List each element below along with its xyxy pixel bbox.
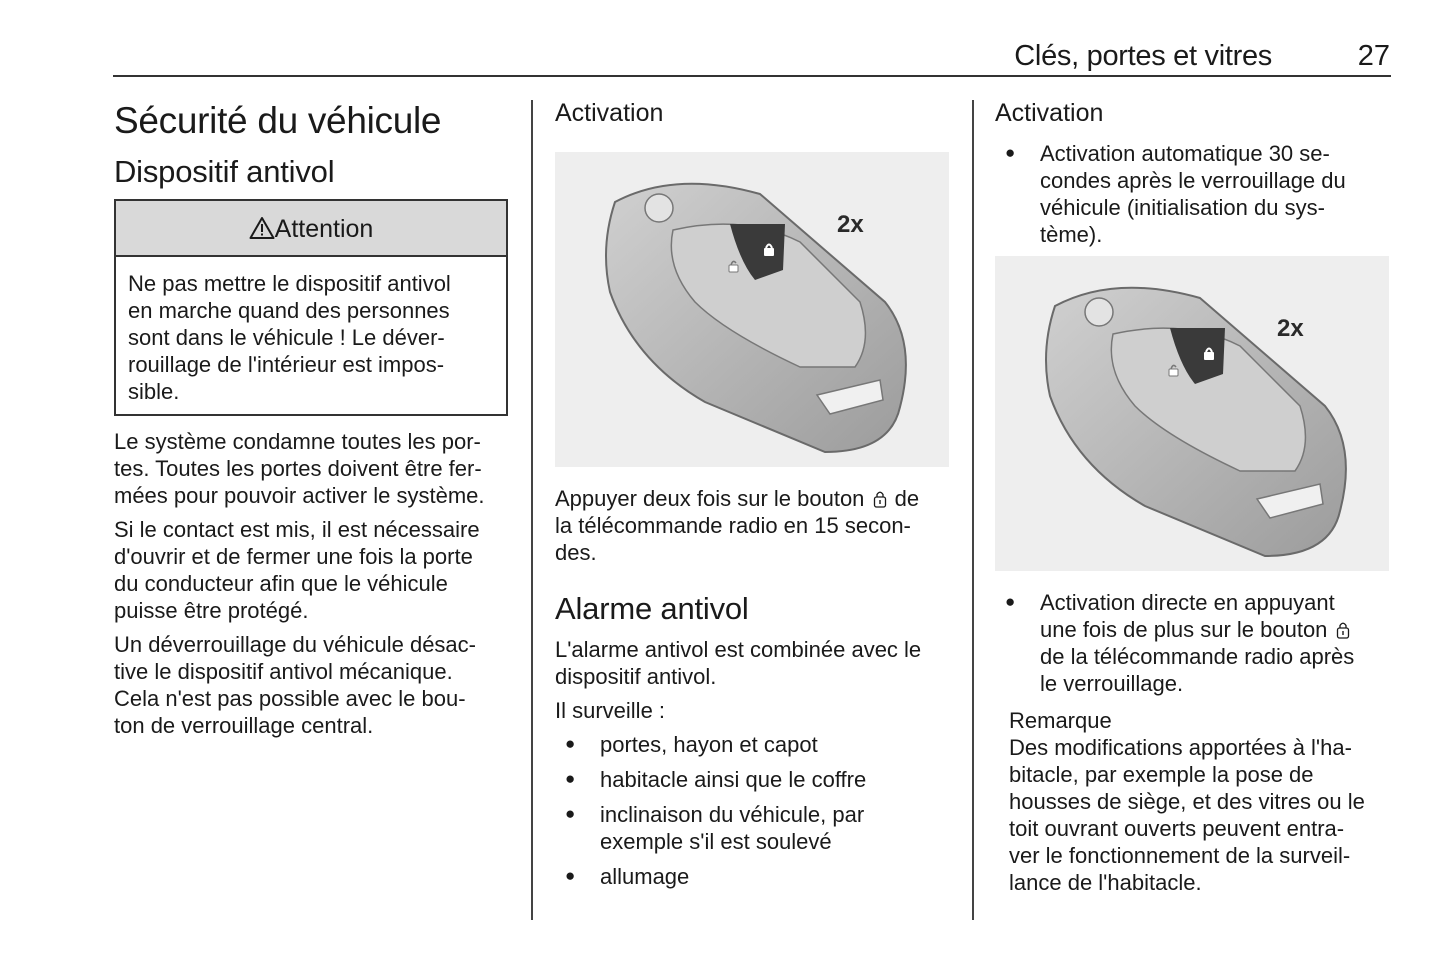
header-divider — [113, 75, 1391, 77]
para-line: Cela n'est pas possible avec le bou- — [114, 686, 466, 711]
activation-heading: Activation — [555, 99, 664, 127]
warning-line: rouillage de l'intérieur est impos- — [128, 352, 445, 377]
para-line: du conducteur afin que le véhicule — [114, 571, 448, 596]
para-line: puisse être protégé. — [114, 598, 309, 623]
warning-box — [114, 199, 508, 416]
remark-line: ver le fonctionnement de la surveil- — [1009, 843, 1351, 868]
activation-list-direct — [995, 589, 1391, 697]
list-item-text: une fois de plus sur le bouton — [1040, 617, 1328, 642]
para-line: dispositif antivol. — [555, 664, 717, 689]
warning-text — [116, 257, 506, 414]
page-number: 27 — [1357, 40, 1390, 72]
remark-line: Des modifications apportées à l'ha- — [1009, 735, 1352, 760]
caption-text: de — [894, 486, 920, 511]
list-item — [995, 589, 1391, 697]
key-fob-icon — [555, 152, 949, 467]
list-item-text: portes, hayon et capot — [600, 732, 818, 757]
list-item-text: habitacle ainsi que le coffre — [600, 767, 867, 792]
remark-text — [1009, 734, 1391, 896]
para-line: Le système condamne toutes les por- — [114, 429, 481, 454]
activation-list-auto — [995, 140, 1391, 248]
warning-line: en marche quand des personnes — [128, 298, 450, 323]
paragraph-system-locks — [114, 428, 510, 509]
list-item — [555, 801, 955, 855]
section-title: Sécurité du véhicule — [114, 100, 442, 141]
alarm-title: Alarme antivol — [555, 591, 749, 626]
list-item — [555, 863, 955, 890]
warning-line: Ne pas mettre le dispositif antivol — [128, 271, 451, 296]
lock-button-icon — [873, 490, 887, 508]
activation-heading-2: Activation — [995, 99, 1104, 127]
monitored-items-list — [555, 731, 955, 890]
list-item-text: véhicule (initialisation du sys- — [1040, 195, 1325, 220]
key-fob-icon — [995, 256, 1389, 571]
list-item-text: condes après le verrouillage du — [1040, 168, 1346, 193]
para-line: Si le contact est mis, il est nécessaire — [114, 517, 480, 542]
list-item-text: le verrouillage. — [1040, 671, 1184, 696]
list-item-text: tème). — [1040, 222, 1103, 247]
para-line: mées pour pouvoir activer le système. — [114, 483, 485, 508]
column-divider-2 — [972, 100, 974, 920]
list-item-text: allumage — [600, 864, 690, 889]
remark-line: toit ouvrant ouverts peuvent entra- — [1009, 816, 1345, 841]
list-item — [555, 766, 955, 793]
paragraph-unlock — [114, 631, 510, 739]
warning-header — [116, 201, 506, 257]
warning-label: Attention — [274, 215, 374, 243]
para-line: tes. Toutes les portes doivent être fer- — [114, 456, 482, 481]
list-item-text: de la télécommande radio après — [1040, 644, 1355, 669]
para-line: d'ouvrir et de fermer une fois la porte — [114, 544, 473, 569]
caption-text: Appuyer deux fois sur le bouton — [555, 486, 865, 511]
key-fob-illustration-2 — [995, 256, 1389, 571]
para-line: L'alarme antivol est combinée avec le — [555, 637, 922, 662]
list-item-text: Activation directe en appuyant — [1040, 590, 1335, 615]
alarm-monitors-label: Il surveille : — [555, 698, 666, 723]
press-count-label: 2x — [1277, 315, 1304, 342]
chapter-title: Clés, portes et vitres — [1014, 40, 1272, 72]
column-divider-1 — [531, 100, 533, 920]
column-2 — [555, 96, 955, 898]
remark-line: bitacle, par exemple la pose de — [1009, 762, 1314, 787]
press-count-label: 2x — [837, 211, 864, 238]
caption-text: des. — [555, 540, 597, 565]
remark-label: Remarque — [1009, 708, 1112, 733]
remark-line: housses de siège, et des vitres ou le — [1009, 789, 1365, 814]
caption-text: la télécommande radio en 15 secon- — [555, 513, 911, 538]
warning-line: sible. — [128, 379, 180, 404]
key-fob-illustration — [555, 152, 949, 467]
activation-instruction — [555, 485, 955, 566]
paragraph-ignition — [114, 516, 510, 624]
warning-line: sont dans le véhicule ! Le déver- — [128, 325, 445, 350]
para-line: tive le dispositif antivol mécanique. — [114, 659, 453, 684]
column-1 — [114, 96, 510, 746]
remark-line: lance de l'habitacle. — [1009, 870, 1202, 895]
list-item — [555, 731, 955, 758]
para-line: ton de verrouillage central. — [114, 713, 374, 738]
column-3 — [995, 96, 1391, 896]
lock-button-icon — [1336, 621, 1350, 639]
subsection-title: Dispositif antivol — [114, 154, 335, 189]
list-item — [995, 140, 1391, 248]
alarm-intro — [555, 636, 955, 690]
list-item-text: inclinaison du véhicule, par — [600, 802, 865, 827]
para-line: Un déverrouillage du véhicule désac- — [114, 632, 476, 657]
list-item-text: exemple s'il est soulevé — [600, 829, 832, 854]
warning-triangle-icon — [249, 216, 275, 240]
list-item-text: Activation automatique 30 se- — [1040, 141, 1330, 166]
